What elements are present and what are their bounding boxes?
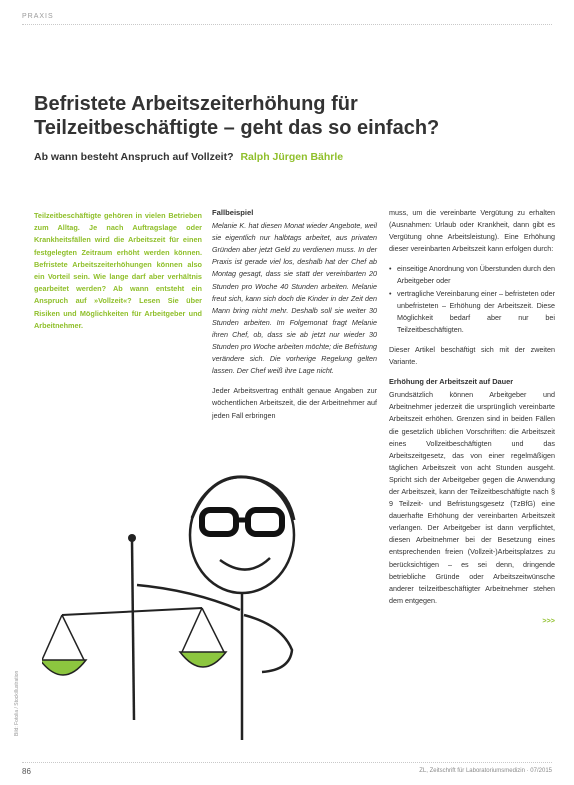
lead-paragraph: Teilzeitbeschäftigte gehören in vielen Betrieben zum Alltag. Je nach Auftragslage oder Krankheitsfällen wird die Arbeitszeit für einen festgelegten Zeitraum erhöht werden können. Befristete Arbeitszeiterhöhungen können also ein Vorteil sein. Wie lange darf aber verhältnis gearbeitet werden? Ab wann entsteht ein Anspruch auf »Vollzeit«? Lesen Sie über Risiken und Möglichkeiten für Arbeitgeber und Arbeitnehmer. <box>34 211 202 330</box>
scale-knob <box>128 534 136 542</box>
case-text: Melanie K. hat diesen Monat wieder Angebote, weil sie eigentlich nur halbtags arbeitet, aus privaten Gründen aber jetzt Geld zu verdienen muss. In der Praxis ist gerade viel los, deshalb hat der Chef ab Montag gesagt, dass sie statt der vereinbarten 20 Stunden pro Woche 40 Stunden arbeiten. Melanie freut sich, kann sich doch die Kinder in der Zeit den Mann bring nicht mehr. Deshalb soll sie weiter 30 Stunden arbeiten. Im Folgemonat fragt Melanie ihren Chef, ob, dass sie ab jetzt nur wieder 30 Stunden pro Woche arbeiten möchte; die Befristung verändere sich. Die vorherige Regelung gelten lassen. Der Chef weiß ihre Lage nicht. <box>212 221 378 376</box>
section-kicker: PRAXIS <box>22 13 54 20</box>
footer-publication: ZL, Zeitschrift für Laboratoriumsmedizin · 07/2015 <box>419 768 552 774</box>
section-heading: Erhöhung der Arbeitszeit auf Dauer <box>389 377 514 387</box>
author-name: Ralph Jürgen Bährle <box>240 151 344 163</box>
article-title <box>34 92 554 140</box>
bullet-item: • vertragliche Vereinbarung einer – befristeten oder unbefristeten – Erhöhung der Arbeitszeit. Diese Möglichkeit bedarf aber nur bei Teilzeitbeschäftigten. <box>389 288 555 336</box>
figure-mouth <box>220 558 270 570</box>
case-heading: Fallbeispiel <box>212 208 254 217</box>
top-divider <box>22 24 552 25</box>
column-three-note: Dieser Artikel beschäftigt sich mit der zweiten Variante. <box>389 344 555 367</box>
right-pan <box>180 652 226 667</box>
column-three <box>389 207 555 627</box>
article-subtitle <box>34 151 554 163</box>
stick-figure-with-glasses-icon <box>42 440 307 740</box>
column-three-intro: muss, um die vereinbarte Vergütung zu erhalten (Ausnahmen: Urlaub oder Krankheit, dann gibt es Vergütung ohne Arbeitsleistung). Eine Erhöhung dieser vereinbarten Arbeitszeit kann erfolgen durch: <box>389 208 555 254</box>
left-pan-string-a <box>42 615 62 660</box>
title-line-2: Teilzeitbeschäftigte – geht das so einfach? <box>34 117 440 139</box>
continue-arrow[interactable]: >>> <box>542 615 555 625</box>
scale-pole <box>132 540 134 720</box>
left-pan-string-b <box>62 615 84 660</box>
right-pan-string-b <box>202 608 224 652</box>
bullet-item: • einseitige Anordnung von Überstunden durch den Arbeitgeber oder <box>389 263 555 287</box>
left-pan <box>42 660 86 675</box>
subtitle-question: Ab wann besteht Anspruch auf Vollzeit? <box>34 151 234 163</box>
bottom-divider <box>22 762 552 763</box>
column-two-paragraph: Jeder Arbeitsvertrag enthält genaue Angaben zur wöchentlichen Arbeitszeit, die der Arbeitnehmer auf jeden Fall erbringen <box>212 386 377 420</box>
glasses-right-lens <box>248 510 282 534</box>
glasses-left-lens <box>202 510 236 534</box>
page-number: 86 <box>22 767 31 776</box>
figure-right-arm <box>244 615 292 672</box>
column-two <box>212 207 377 430</box>
title-line-1: Befristete Arbeitszeiterhöhung für <box>34 93 358 115</box>
right-pan-string-a <box>182 608 202 652</box>
bullet-list <box>389 263 555 336</box>
column-three-body: Grundsätzlich können Arbeitgeber und Arbeitnehmer jederzeit die ursprünglich vereinbarte Arbeitszeit erhöhen. Grenzen sind in beiden Fällen die gesetzlich üblichen Vorschriften: die Arbeitszeit eines Vollzeitbeschäftigten und das Arbeitszeitgesetz, das von einer regelmäßigen täglichen Arbeitszeit von acht Stunden ausgeht. Spricht sich der Arbeitgeber gegen die Anwendung der Arbeitszeit, kann der Teilzeitbeschäftigte nach § 9 Teilzeit- und Befristungsgesetz (TzBfG) eine dauerhafte Erhöhung der vereinbarten Arbeitszeit verlangen. Der Arbeitgeber ist dann verpflichtet, diesen Arbeitnehmer bei der Besetzung eines entsprechenden freien (Vollzeit-)Arbeitsplatzes zu berücksichtigen – es sei denn, dringende betriebliche Gründe oder Arbeitszeitwünsche anderer teilzeitbeschäftigter Arbeitnehmer stehen dem entgegen. <box>389 390 555 605</box>
photo-credit <box>14 660 24 740</box>
photo-credit-text: Bild: Fotolia / Stockillustration <box>14 670 20 736</box>
